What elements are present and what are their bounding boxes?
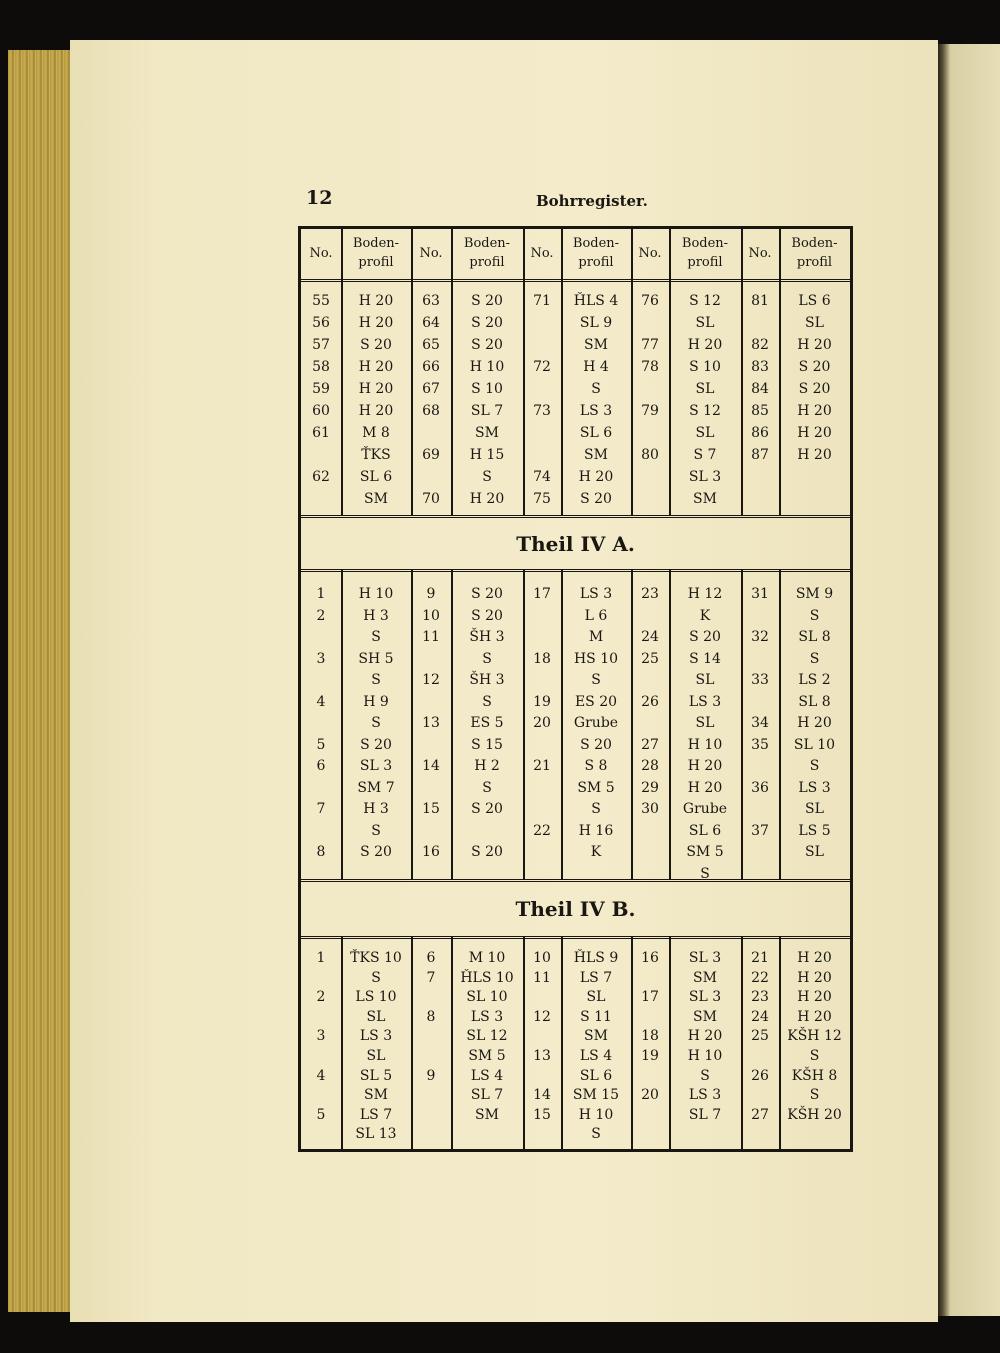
main-cell-profile: SM	[475, 425, 499, 441]
section-a-cell-profile: H 20	[687, 779, 723, 796]
section-a-cell-profile: H 3	[363, 801, 389, 817]
section-a-cell-profile: S	[591, 672, 601, 688]
main-cell-profile: SL 3	[688, 469, 722, 485]
section-b-cell-number: 27	[751, 1106, 769, 1123]
section-a-cell-number: 35	[751, 736, 769, 753]
main-cell-profile: H 20	[687, 337, 723, 353]
section-a-cell-number: 9	[426, 586, 436, 602]
main-cell-number: 70	[422, 491, 440, 507]
section-a-cell-profile: S	[482, 693, 492, 710]
section-b-cell-profile: SL 7	[688, 1106, 722, 1123]
main-cell-profile: H 20	[358, 315, 394, 331]
main-cell-profile: S 20	[471, 315, 503, 331]
main-cell-number: 79	[641, 403, 659, 419]
header-no: No.	[309, 246, 333, 261]
section-a-cell-profile: H 16	[578, 822, 614, 839]
facing-page-edge	[938, 44, 1000, 1316]
section-a-cell-profile: SL	[695, 672, 715, 688]
section-a-cell-profile: K	[590, 844, 602, 860]
section-b-cell-number: 10	[533, 950, 551, 966]
section-a-cell-profile: SL 3	[359, 758, 393, 774]
section-b-cell-profile: KŠH 8	[791, 1067, 838, 1084]
main-cell-number: 77	[641, 337, 659, 353]
header-no: No.	[419, 246, 443, 261]
main-cell-profile: S 20	[471, 337, 503, 353]
section-a-cell-profile: ŠH 3	[469, 629, 505, 645]
main-cell-number: 58	[312, 359, 330, 375]
main-cell-number: 82	[751, 337, 769, 353]
section-a-cell-number: 13	[422, 715, 440, 731]
section-a-cell-profile: SL	[805, 801, 824, 817]
section-a-cell-number: 10	[422, 607, 440, 624]
section-b-cell-number: 20	[641, 1087, 659, 1104]
section-b-cell-profile: S	[591, 1126, 601, 1143]
section-b-cell-number: 17	[641, 989, 659, 1006]
section-a-cell-number: 6	[316, 758, 326, 774]
section-b-cell-profile: SL	[586, 989, 606, 1006]
section-b-cell-profile: LS 4	[470, 1067, 504, 1084]
section-b-cell-profile: SM 5	[468, 1048, 506, 1064]
main-cell-profile: S 7	[693, 447, 717, 463]
section-a-cell-number: 36	[751, 779, 769, 796]
main-cell-number: 67	[422, 381, 440, 397]
main-cell-profile: SM	[693, 491, 717, 507]
main-cell-profile: H 4	[583, 359, 609, 375]
section-a-cell-profile: S 20	[471, 586, 503, 602]
header-no: No.	[638, 246, 662, 261]
section-a-cell-profile: L 6	[584, 607, 608, 624]
section-a-cell-profile: S 20	[471, 801, 503, 817]
main-cell-number: 56	[312, 315, 330, 331]
section-a-cell-profile: SL 8	[798, 693, 831, 710]
main-cell-number: 55	[312, 293, 330, 309]
section-b-cell-profile: H 10	[578, 1106, 614, 1123]
section-a-cell-profile: H 20	[797, 715, 832, 731]
section-a-cell-number: 30	[641, 801, 659, 817]
section-b-cell-profile: SM	[364, 1087, 388, 1104]
main-cell-profile: SM	[364, 491, 388, 507]
section-a-cell-profile: SM 9	[795, 586, 834, 602]
main-cell-profile: LS 3	[579, 403, 613, 419]
main-cell-number: 60	[312, 403, 330, 419]
section-a-cell-profile: S	[371, 629, 381, 645]
section-a-cell-profile: LS 5	[798, 822, 831, 839]
main-cell-number: 69	[422, 447, 440, 463]
main-cell-profile: SL	[695, 381, 715, 397]
section-a-cell-number: 23	[641, 586, 659, 602]
main-cell-number: 85	[751, 403, 769, 419]
section-a-cell-profile: S	[591, 801, 601, 817]
bore-register-table	[298, 226, 853, 1152]
section-a-cell-profile: ES 20	[574, 693, 618, 710]
divider	[301, 515, 850, 518]
section-b-cell-number: 22	[751, 969, 769, 986]
section-a-cell-profile: SL	[805, 844, 824, 860]
page-number: 12	[306, 187, 333, 209]
section-b-cell-number: 7	[426, 969, 436, 986]
main-cell-profile: H 20	[358, 381, 394, 397]
section-a-cell-profile: Grube	[573, 715, 619, 731]
section-a-cell-number: 22	[533, 822, 551, 839]
section-a-cell-profile: S 20	[360, 736, 392, 753]
section-a-cell-profile: M	[588, 629, 604, 645]
header-bodenprofil: Boden- profil	[572, 236, 620, 270]
main-cell-profile: SM	[584, 447, 608, 463]
section-b-cell-profile: LS 7	[579, 969, 613, 986]
section-a-cell-profile: LS 3	[688, 693, 722, 710]
section-b-cell-profile: SL 3	[688, 989, 722, 1006]
main-cell-profile: S 20	[798, 381, 831, 397]
section-a-cell-number: 33	[751, 672, 769, 688]
main-cell-profile: SL 6	[579, 425, 613, 441]
main-cell-profile: SM	[584, 337, 608, 353]
section-b-cell-profile: LS 3	[688, 1087, 722, 1104]
main-cell-profile: SL 7	[470, 403, 504, 419]
main-cell-profile: SL 9	[579, 315, 613, 331]
section-a-cell-number: 12	[422, 672, 440, 688]
section-a-cell-profile: SL	[695, 715, 715, 731]
section-a-cell-profile: H 3	[363, 607, 389, 624]
main-cell-number: 80	[641, 447, 659, 463]
section-a-cell-number: 27	[641, 736, 659, 753]
section-b-cell-profile: ȞLS 9	[573, 950, 619, 966]
main-cell-profile: H 20	[358, 359, 394, 375]
section-a-cell-profile: S 20	[471, 844, 503, 860]
section-a-cell-profile: LS 3	[798, 779, 831, 796]
main-cell-number: 65	[422, 337, 440, 353]
section-a-cell-profile: S 20	[360, 844, 392, 860]
section-b-cell-number: 21	[751, 950, 769, 966]
section-b-cell-number: 15	[533, 1106, 551, 1123]
main-cell-profile: S 20	[471, 293, 503, 309]
main-cell-profile: H 20	[358, 293, 394, 309]
section-b-cell-number: 1	[316, 950, 326, 966]
main-cell-number: 74	[533, 469, 551, 485]
section-b-cell-number: 14	[533, 1087, 551, 1104]
section-b-cell-number: 5	[316, 1106, 326, 1123]
main-cell-number: 75	[533, 491, 551, 507]
section-a-cell-profile: H 12	[687, 586, 723, 602]
section-a-cell-number: 21	[533, 758, 551, 774]
main-cell-profile: H 20	[797, 403, 832, 419]
section-b-cell-profile: SL 6	[579, 1067, 613, 1084]
section-a-cell-number: 14	[422, 758, 440, 774]
header-bodenprofil: Boden- profil	[681, 236, 729, 270]
section-b-cell-number: 12	[533, 1008, 551, 1025]
section-a-cell-profile: S	[809, 607, 820, 624]
section-a-cell-number: 15	[422, 801, 440, 817]
section-b-cell-number: 18	[641, 1028, 659, 1045]
main-cell-profile: H 20	[578, 469, 614, 485]
main-cell-number: 57	[312, 337, 330, 353]
section-b-cell-profile: H 20	[797, 950, 832, 966]
divider	[301, 569, 850, 572]
section-b-cell-profile: SL 13	[355, 1126, 397, 1143]
section-a-cell-profile: S 20	[580, 736, 612, 753]
section-a-cell-number: 32	[751, 629, 769, 645]
main-cell-number: 73	[533, 403, 551, 419]
main-cell-profile: M 8	[362, 425, 390, 441]
section-b-cell-profile: H 20	[797, 1008, 832, 1025]
section-b-cell-profile: M 10	[468, 950, 506, 966]
section-b-cell-profile: SM	[693, 1008, 717, 1025]
divider	[301, 879, 850, 882]
section-title-a: Theil IV A.	[516, 532, 635, 556]
main-cell-number: 66	[422, 359, 440, 375]
column-rule	[411, 936, 413, 1149]
main-cell-number: 62	[312, 469, 330, 485]
section-b-cell-number: 23	[751, 989, 769, 1006]
section-b-cell-profile: LS 3	[470, 1008, 504, 1025]
main-cell-profile: S 20	[580, 491, 612, 507]
section-title-b: Theil IV B.	[515, 897, 636, 921]
section-a-cell-number: 28	[641, 758, 659, 774]
section-a-cell-profile: SM 5	[577, 779, 615, 796]
section-a-cell-number: 31	[751, 586, 769, 602]
section-b-cell-profile: LS 7	[359, 1106, 393, 1123]
section-b-cell-number: 8	[426, 1008, 436, 1025]
main-cell-profile: S 12	[689, 293, 721, 309]
header-bodenprofil: Boden- profil	[352, 236, 400, 270]
main-cell-profile: H 20	[469, 491, 505, 507]
section-a-cell-profile: S 14	[689, 650, 721, 667]
section-a-cell-profile: S	[809, 758, 820, 774]
main-cell-number: 87	[751, 447, 769, 463]
section-b-cell-profile: SL 7	[470, 1087, 504, 1104]
section-a-cell-profile: S 15	[471, 736, 503, 753]
section-b-cell-profile: SL 10	[466, 989, 508, 1006]
header-bodenprofil: Boden- profil	[791, 236, 838, 270]
section-a-cell-profile: S	[809, 650, 820, 667]
section-a-cell-number: 7	[316, 801, 326, 817]
section-a-cell-number: 11	[422, 629, 440, 645]
section-b-cell-profile: SL	[366, 1048, 386, 1064]
section-b-cell-profile: SL	[366, 1008, 386, 1025]
main-cell-profile: S 10	[471, 381, 503, 397]
section-a-cell-number: 24	[641, 629, 659, 645]
main-cell-profile: H 20	[797, 425, 832, 441]
main-cell-profile: ȞLS 4	[573, 293, 619, 309]
section-b-cell-number: 16	[641, 950, 659, 966]
section-b-cell-profile: SM	[584, 1028, 608, 1045]
column-rule	[631, 569, 633, 879]
section-a-cell-number: 25	[641, 650, 659, 667]
section-a-cell-number: 20	[533, 715, 551, 731]
section-a-cell-profile: SL 10	[793, 736, 836, 753]
section-a-cell-number: 4	[316, 693, 326, 710]
section-a-cell-number: 18	[533, 650, 551, 667]
main-cell-number: 72	[533, 359, 551, 375]
section-b-cell-profile: S 11	[580, 1008, 612, 1025]
main-cell-number: 59	[312, 381, 330, 397]
main-cell-number: 78	[641, 359, 659, 375]
section-b-cell-number: 13	[533, 1048, 551, 1064]
running-head: Bohrregister.	[536, 192, 648, 210]
section-a-cell-number: 8	[316, 844, 326, 860]
header-no: No.	[748, 246, 772, 261]
section-b-cell-profile: SL 12	[466, 1028, 508, 1045]
section-b-cell-profile: ȞLS 10	[460, 969, 514, 986]
section-a-cell-number: 17	[533, 586, 551, 602]
section-a-cell-number: 19	[533, 693, 551, 710]
main-cell-profile: SL	[695, 425, 715, 441]
section-a-cell-profile: SL 8	[798, 629, 831, 645]
section-b-cell-number: 11	[533, 969, 551, 986]
section-b-cell-profile: LS 3	[359, 1028, 393, 1045]
main-cell-profile: SL 6	[359, 469, 393, 485]
section-b-cell-profile: H 20	[797, 969, 832, 986]
divider	[301, 936, 850, 939]
section-a-cell-profile: S	[700, 865, 710, 882]
section-a-cell-profile: H 20	[687, 758, 723, 774]
section-a-cell-profile: LS 3	[579, 586, 613, 602]
section-b-cell-number: 3	[316, 1028, 326, 1045]
main-cell-profile: H 20	[797, 337, 832, 353]
section-b-cell-number: 6	[426, 950, 436, 966]
main-cell-profile: S 10	[689, 359, 721, 375]
section-b-cell-number: 19	[641, 1048, 659, 1064]
main-cell-profile: SL	[695, 315, 715, 331]
section-b-cell-number: 26	[751, 1067, 769, 1084]
section-a-cell-profile: S	[371, 715, 381, 731]
main-cell-profile: ŤKS	[361, 447, 391, 463]
main-cell-number: 61	[312, 425, 330, 441]
main-cell-number: 68	[422, 403, 440, 419]
section-b-cell-profile: H 10	[687, 1048, 723, 1064]
main-cell-profile: S 20	[360, 337, 392, 353]
main-cell-profile: H 20	[797, 447, 832, 463]
main-cell-number: 83	[751, 359, 769, 375]
section-b-cell-number: 25	[751, 1028, 769, 1045]
header-no: No.	[530, 246, 554, 261]
main-cell-number: 71	[533, 293, 551, 309]
section-b-cell-profile: SM 15	[572, 1087, 620, 1104]
section-a-cell-profile: Grube	[682, 801, 728, 817]
section-b-cell-number: 24	[751, 1008, 769, 1025]
section-a-cell-profile: LS 2	[798, 672, 831, 688]
section-a-cell-profile: S 20	[689, 629, 721, 645]
section-a-cell-number: 1	[316, 586, 326, 602]
main-cell-profile: H 10	[469, 359, 505, 375]
main-cell-profile: H 20	[358, 403, 394, 419]
section-b-cell-profile: SM	[475, 1106, 499, 1123]
section-b-cell-profile: LS 10	[355, 989, 397, 1006]
section-a-cell-profile: H 10	[358, 586, 394, 602]
section-a-cell-number: 37	[751, 822, 769, 839]
section-a-cell-profile: S	[482, 650, 492, 667]
main-cell-number: 64	[422, 315, 440, 331]
section-b-cell-profile: ŤKS 10	[350, 950, 402, 966]
section-a-cell-profile: HS 10	[573, 650, 619, 667]
section-a-cell-number: 5	[316, 736, 326, 753]
section-b-cell-number: 2	[316, 989, 326, 1006]
section-a-cell-profile: S	[371, 672, 381, 688]
section-b-cell-profile: KŠH 20	[787, 1106, 842, 1123]
section-a-cell-profile: SM 5	[686, 844, 724, 860]
main-cell-profile: S 20	[798, 359, 831, 375]
main-cell-profile: H 15	[469, 447, 505, 463]
section-a-cell-profile: SH 5	[358, 650, 394, 667]
section-b-cell-profile: SM	[693, 969, 717, 986]
main-cell-number: 76	[641, 293, 659, 309]
main-cell-profile: S	[591, 381, 601, 397]
section-b-cell-profile: S	[371, 969, 381, 986]
section-a-cell-number: 26	[641, 693, 659, 710]
section-b-cell-profile: H 20	[687, 1028, 723, 1045]
main-cell-number: 84	[751, 381, 769, 397]
section-b-cell-profile: S	[700, 1067, 710, 1084]
main-cell-number: 86	[751, 425, 769, 441]
section-a-cell-number: 2	[316, 607, 326, 624]
section-a-cell-profile: ŠH 3	[469, 672, 505, 688]
section-b-cell-profile: S	[809, 1087, 820, 1104]
section-a-cell-profile: SL 6	[688, 822, 722, 839]
section-a-cell-profile: S 20	[471, 607, 503, 624]
section-b-cell-number: 9	[426, 1067, 436, 1084]
main-cell-number: 81	[751, 293, 769, 309]
main-cell-number: 63	[422, 293, 440, 309]
section-a-cell-profile: H 10	[687, 736, 723, 753]
main-cell-profile: S 12	[689, 403, 721, 419]
section-a-cell-profile: SM 7	[357, 779, 395, 796]
section-a-cell-profile: H 9	[363, 693, 389, 710]
header-bodenprofil: Boden- profil	[463, 236, 511, 270]
main-cell-profile: S	[482, 469, 492, 485]
section-a-cell-profile: ES 5	[470, 715, 504, 731]
main-cell-profile: LS 6	[798, 293, 831, 309]
section-a-cell-profile: K	[699, 607, 711, 624]
section-a-cell-profile: S	[371, 822, 381, 839]
section-b-cell-number: 4	[316, 1067, 326, 1084]
section-a-cell-profile: S 8	[584, 758, 608, 774]
section-a-cell-number: 16	[422, 844, 440, 860]
section-a-cell-profile: H 2	[474, 758, 500, 774]
section-a-cell-profile: S	[482, 779, 492, 796]
section-b-cell-profile: KŠH 12	[787, 1028, 842, 1045]
section-a-cell-number: 29	[641, 779, 659, 796]
section-b-cell-profile: SL 5	[359, 1067, 393, 1084]
section-a-cell-number: 3	[316, 650, 326, 667]
section-a-cell-number: 34	[751, 715, 769, 731]
section-b-cell-profile: H 20	[797, 989, 832, 1006]
section-b-cell-profile: SL 3	[688, 950, 722, 966]
main-cell-profile: SL	[805, 315, 824, 331]
section-b-cell-profile: LS 4	[579, 1048, 613, 1064]
section-b-cell-profile: S	[809, 1048, 820, 1064]
